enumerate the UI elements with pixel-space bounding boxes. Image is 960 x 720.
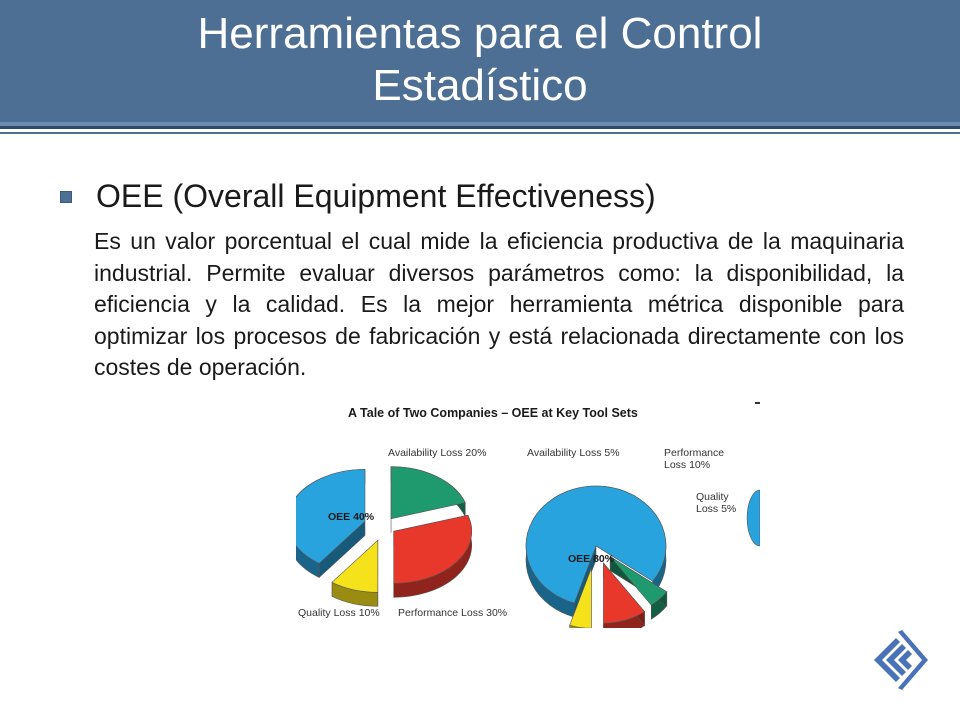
pie2-label-quality-loss: Loss 5% <box>696 503 737 515</box>
bullet-square-icon <box>60 191 72 203</box>
pie1-slice-availability-loss <box>391 467 465 519</box>
title-line-2: Estadístico <box>372 61 588 110</box>
bullet-item <box>60 178 656 215</box>
oee-pie-charts <box>296 398 760 628</box>
chart-title: A Tale of Two Companies – OEE at Key Tool Sets <box>348 406 638 420</box>
pie1-label-performance-loss: Performance Loss 30% <box>398 607 508 619</box>
pie2-label-availability-loss: Availability Loss 5% <box>527 447 620 459</box>
pie1-label-oee: OEE 40% <box>328 511 375 523</box>
company-logo-icon <box>868 628 932 697</box>
description-paragraph: Es un valor porcentual el cual mide la eficiencia productiva de la maquinaria industrial. Permite evaluar diversos parámetros como: la disponibilidad, la eficiencia y la calidad. Es la mejor herramienta métrica disponible para optimizar los procesos de fabricación y está relacionada directamente con los costes de operación. <box>94 228 904 380</box>
pie1-label-quality-loss: Quality Loss 10% <box>298 607 380 619</box>
pie1-label-availability-loss: Availability Loss 20% <box>388 447 487 459</box>
pie2-label-performance-loss: Loss 10% <box>664 459 711 471</box>
pie3-partial-slice <box>747 490 760 546</box>
oee-chart-image <box>296 398 760 628</box>
slide-title <box>0 8 960 112</box>
pie2-label-quality-loss: Quality <box>696 491 729 503</box>
pie2-label-oee: OEE 80% <box>568 553 615 565</box>
pie2-label-performance-loss: Performance <box>664 447 725 459</box>
chart-edge-mark <box>755 402 760 404</box>
title-line-1: Herramientas para el Control <box>197 9 763 58</box>
header-bar <box>0 0 960 129</box>
bullet-heading: OEE (Overall Equipment Effectiveness) <box>96 178 656 214</box>
